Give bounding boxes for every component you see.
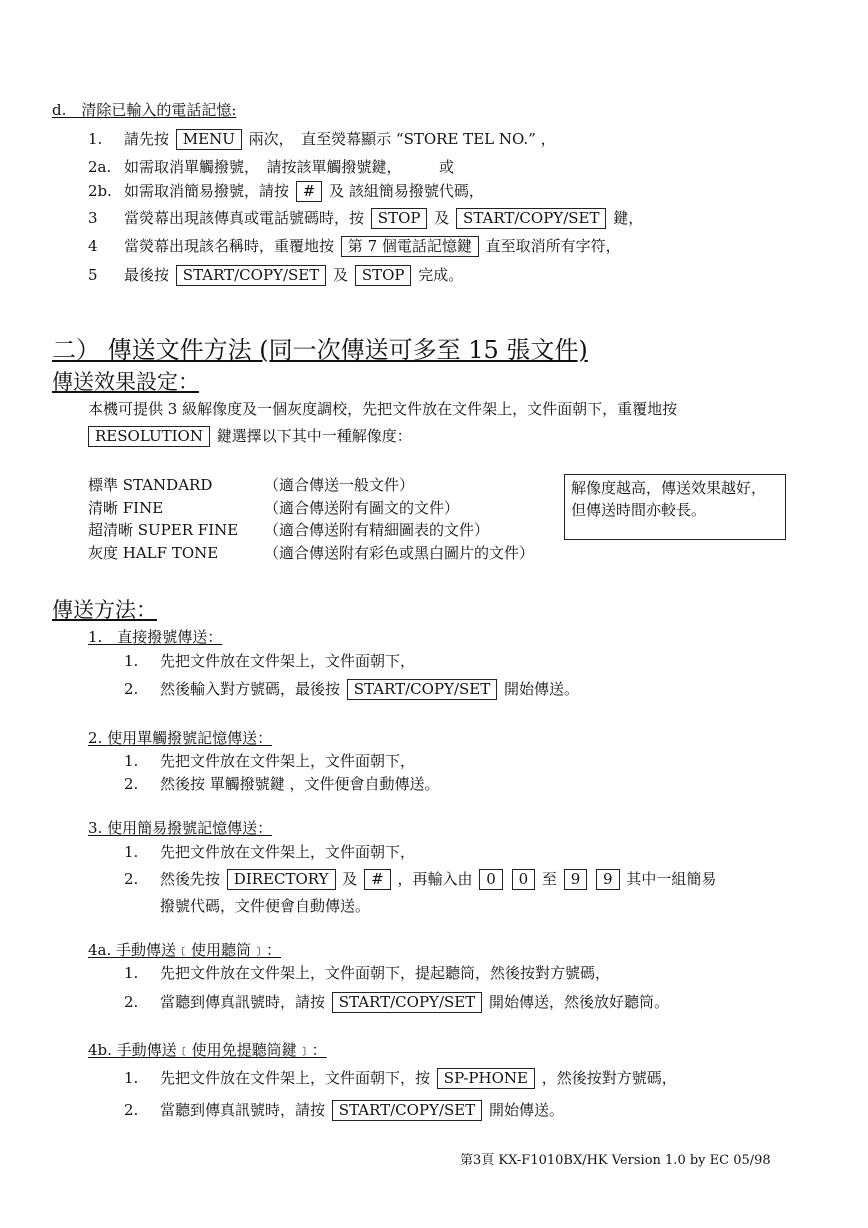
page-footer: 第3頁 KX-F1010BX/HK Version 1.0 by EC 05/98 bbox=[460, 1153, 771, 1168]
mode-super-fine bbox=[88, 520, 489, 540]
method-4b-step-1 bbox=[124, 1068, 677, 1089]
step-text: 先把文件放在文件架上，文件面朝下， bbox=[160, 752, 416, 770]
step-text: 開始傳送。 bbox=[489, 1101, 565, 1119]
directory-key: DIRECTORY bbox=[227, 869, 336, 890]
step-2b bbox=[88, 181, 484, 202]
step-text: 請先按 bbox=[124, 130, 170, 148]
step-text: 兩次， 直至熒幕顯示 “STORE TEL NO.” ， bbox=[248, 130, 556, 148]
method-3-step-2-continued: 撥號代碼，文件便會自動傳送。 bbox=[160, 897, 371, 915]
step-text: 及 該組簡易撥號代碼， bbox=[329, 182, 484, 200]
method-2-step-1 bbox=[124, 751, 415, 771]
step-text: ，然後按對方號碼， bbox=[541, 1069, 677, 1087]
method-4b-title: 4b. 手動傳送﹝使用免提聽筒鍵﹞： bbox=[88, 1041, 327, 1059]
resolution-intro-2 bbox=[88, 426, 412, 447]
mode-name: 標準 STANDARD bbox=[88, 476, 213, 494]
step-text: 開始傳送。 bbox=[504, 680, 580, 698]
resolution-key: RESOLUTION bbox=[88, 426, 210, 447]
digit-0-key: 0 bbox=[479, 869, 503, 890]
mode-fine bbox=[88, 498, 459, 518]
method-4b-step-2 bbox=[124, 1100, 564, 1121]
mode-standard bbox=[88, 475, 414, 495]
mode-desc: （適合傳送附有圖文的文件） bbox=[264, 499, 460, 517]
method-3-title: 3. 使用簡易撥號記憶傳送： bbox=[88, 819, 273, 837]
step-number: 3 bbox=[88, 209, 98, 227]
step-number: 2. bbox=[124, 680, 139, 698]
step-3 bbox=[88, 208, 643, 229]
method-4a-step-1 bbox=[124, 963, 610, 983]
mode-half-tone bbox=[88, 543, 534, 563]
menu-key: MENU bbox=[176, 129, 242, 150]
step-text: 先把文件放在文件架上，文件面朝下，按 bbox=[160, 1069, 431, 1087]
step-text: ，再輸入由 bbox=[397, 870, 473, 888]
start-copy-set-key: START/COPY/SET bbox=[332, 992, 482, 1013]
step-number: 1. bbox=[88, 130, 103, 148]
step-number: 5 bbox=[88, 266, 98, 284]
step-text: 當聽到傳真訊號時，請按 bbox=[160, 993, 326, 1011]
step-number: 1. bbox=[124, 964, 139, 982]
method-3-step-2 bbox=[124, 869, 716, 890]
method-4a-step-2 bbox=[124, 992, 669, 1013]
step-number: 2b. bbox=[88, 182, 112, 200]
digit-0-key: 0 bbox=[512, 869, 536, 890]
method-2-step-2 bbox=[124, 774, 440, 794]
method-3-step-1 bbox=[124, 842, 415, 862]
step-4 bbox=[88, 236, 621, 257]
section-d-title: d. 清除已輸入的電話記憶: bbox=[52, 101, 237, 119]
start-copy-set-key: START/COPY/SET bbox=[456, 208, 606, 229]
step-text: 先把文件放在文件架上，文件面朝下，提起聽筒，然後按對方號碼， bbox=[160, 964, 611, 982]
hash-key: # bbox=[364, 869, 391, 890]
step-text: 然後輸入對方號碼，最後按 bbox=[160, 680, 341, 698]
step-number: 2. bbox=[124, 1101, 139, 1119]
step-2a bbox=[88, 157, 454, 177]
step-text: 其中一組簡易 bbox=[626, 870, 717, 888]
step-text: 當熒幕出現該名稱時，重覆地按 bbox=[124, 237, 335, 255]
method-1-step-2 bbox=[124, 679, 579, 700]
step-number: 1. bbox=[124, 1069, 139, 1087]
step-number: 4 bbox=[88, 237, 98, 255]
step-number: 1. bbox=[124, 652, 139, 670]
step-text: 及 bbox=[333, 266, 349, 284]
step-text: 完成。 bbox=[418, 266, 464, 284]
start-copy-set-key: START/COPY/SET bbox=[347, 679, 497, 700]
step-1 bbox=[88, 129, 556, 150]
method-2-title: 2. 使用單觸撥號記憶傳送： bbox=[88, 729, 273, 747]
mode-name: 灰度 HALF TONE bbox=[88, 544, 219, 562]
step-text: 最後按 bbox=[124, 266, 170, 284]
step-text: 及 bbox=[342, 870, 358, 888]
step-text: 開始傳送，然後放好聽筒。 bbox=[489, 993, 670, 1011]
step-number: 2. bbox=[124, 993, 139, 1011]
digit-9-key: 9 bbox=[596, 869, 620, 890]
resolution-intro: 本機可提供 3 級解像度及一個灰度調校，先把文件放在文件架上，文件面朝下，重覆地按 bbox=[88, 400, 678, 418]
step-number: 1. bbox=[124, 843, 139, 861]
hash-key: # bbox=[296, 181, 323, 202]
resolution-note-box: 解像度越高，傳送效果越好，但傳送時間亦較長。 bbox=[564, 474, 786, 540]
step-number: 1. bbox=[124, 752, 139, 770]
step-number: 2. bbox=[124, 870, 139, 888]
effect-settings-title: 傳送效果設定： bbox=[52, 370, 199, 394]
step-text: 及 bbox=[434, 209, 450, 227]
memory-key-7: 第 7 個電話記憶鍵 bbox=[341, 236, 479, 257]
step-text: 當熒幕出現該傳真或電話號碼時，按 bbox=[124, 209, 365, 227]
step-text: 如需取消簡易撥號，請按 bbox=[124, 182, 290, 200]
send-method-title: 傳送方法： bbox=[52, 598, 157, 622]
step-number: 2a. bbox=[88, 158, 112, 176]
step-text: 先把文件放在文件架上，文件面朝下， bbox=[160, 652, 416, 670]
step-text: 至 bbox=[541, 870, 557, 888]
mode-desc: （適合傳送附有精細圖表的文件） bbox=[264, 521, 490, 539]
method-1-title: 1. 直接撥號傳送： bbox=[88, 628, 223, 646]
step-5 bbox=[88, 265, 463, 286]
stop-key: STOP bbox=[371, 208, 428, 229]
method-4a-title: 4a. 手動傳送﹝使用聽筒﹞： bbox=[88, 941, 282, 959]
step-text: 先把文件放在文件架上，文件面朝下， bbox=[160, 843, 416, 861]
mode-desc: （適合傳送附有彩色或黑白圖片的文件） bbox=[264, 544, 535, 562]
step-number: 2. bbox=[124, 775, 139, 793]
step-text: 當聽到傳真訊號時，請按 bbox=[160, 1101, 326, 1119]
digit-9-key: 9 bbox=[564, 869, 588, 890]
start-copy-set-key: START/COPY/SET bbox=[176, 265, 326, 286]
step-text: 然後按 單觸撥號鍵 ，文件便會自動傳送。 bbox=[160, 775, 440, 793]
step-text: 鍵， bbox=[613, 209, 644, 227]
step-text: 然後先按 bbox=[160, 870, 221, 888]
step-text: 如需取消單觸撥號， 請按該單觸撥號鍵， 或 bbox=[124, 158, 455, 176]
start-copy-set-key: START/COPY/SET bbox=[332, 1100, 482, 1121]
mode-name: 清晰 FINE bbox=[88, 499, 164, 517]
mode-desc: （適合傳送一般文件） bbox=[264, 476, 415, 494]
step-text: 直至取消所有字符， bbox=[485, 237, 621, 255]
resolution-intro-text: 鍵選擇以下其中一種解像度： bbox=[216, 427, 412, 445]
sp-phone-key: SP-PHONE bbox=[437, 1068, 535, 1089]
section-2-title: 二） 傳送文件方法 (同一次傳送可多至 15 張文件) bbox=[52, 336, 588, 364]
method-1-step-1 bbox=[124, 651, 415, 671]
mode-name: 超清晰 SUPER FINE bbox=[88, 521, 239, 539]
stop-key: STOP bbox=[355, 265, 412, 286]
